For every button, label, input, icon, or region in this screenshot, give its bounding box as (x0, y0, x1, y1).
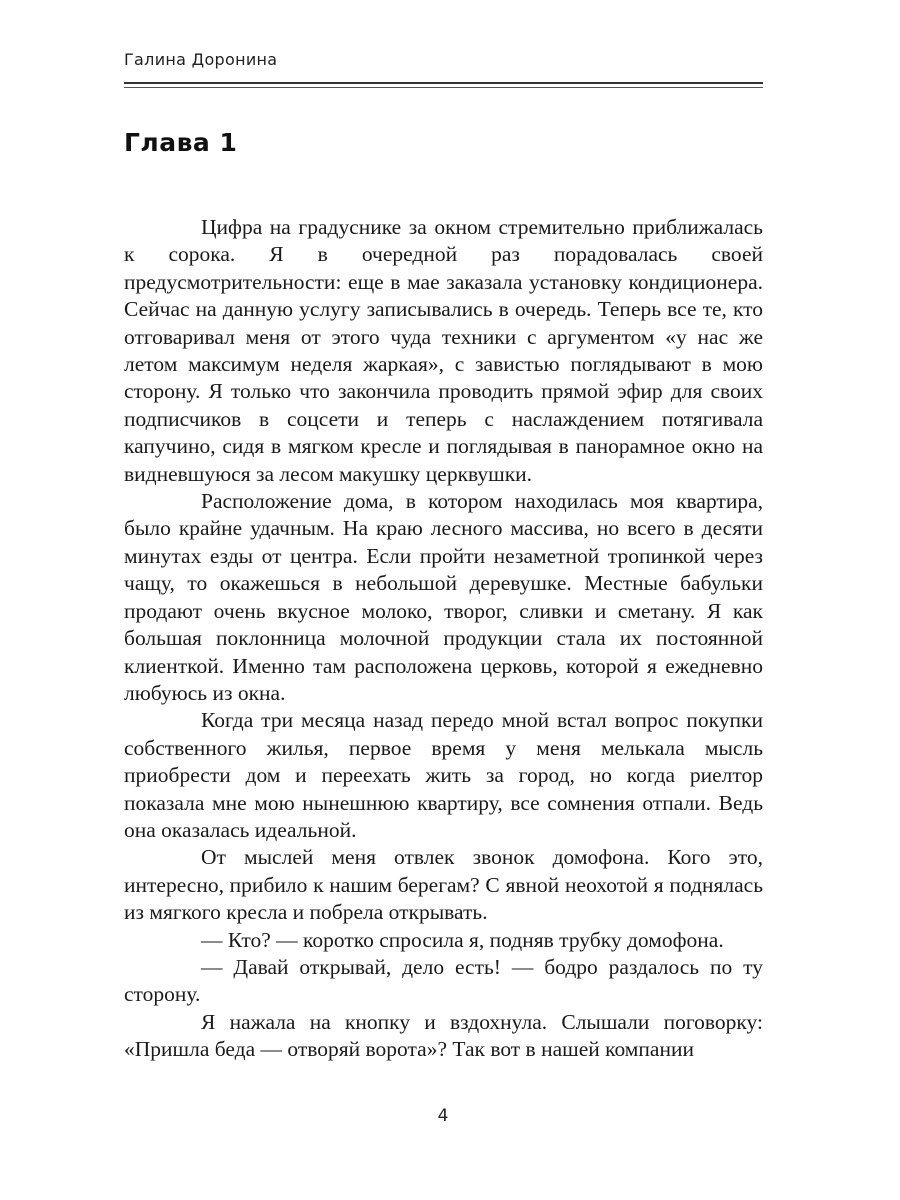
paragraph: Расположение дома, в котором находилась моя квартира, было крайне удачным. На краю лесного массива, но всего в десяти минутах езды от центра. Если пройти незаметной тропинкой через чащу, то окажешься в небольшой деревушке. Местные бабульки продают очень вкусное молоко, творог, сливки и сметану. Я как большая поклонница молочной продукции стала их постоянной клиенткой. Именно там расположена церковь, которой я ежедневно любуюсь из окна. (124, 489, 763, 705)
paragraph: — Кто? — коротко спросила я, подняв трубку домофона. (201, 927, 724, 952)
paragraph: От мыслей меня отвлек звонок домофона. Кого это, интересно, прибило к нашим берегам? С явной неохотой я поднялась из мягкого кресла и побрела открывать. (124, 845, 763, 925)
paragraph: Когда три месяца назад передо мной встал вопрос покупки собственного жилья, первое время у меня мелькала мысль приобрести дом и переехать жить за город, но когда риелтор показала мне мою нынешнюю квартиру, все сомнения отпали. Ведь она оказалась идеальной. (124, 708, 763, 842)
header-rule-thin (124, 87, 763, 88)
paragraph: Я нажала на кнопку и вздохнула. Слышали поговорку: «Пришла беда — отворяй ворота»? Так вот в нашей компании (124, 1009, 763, 1062)
running-head-author: Галина Доронина (124, 50, 278, 69)
body-text (124, 214, 763, 1064)
header-rule-thick (124, 82, 763, 84)
paragraph: Цифра на градуснике за окном стремительно приближалась к сорока. Я в очередной раз порадовалась своей предусмотрительности: еще в мае заказала установку кондиционера. Сейчас на данную услугу записывались в очередь. Теперь все те, кто отговаривал меня от этого чуда техники с аргументом «у нас же летом максимум неделя жаркая», с завистью поглядывают в мою сторону. Я только что закончила проводить прямой эфир для своих подписчиков в соцсети и теперь с наслаждением потягивала капучино, сидя в мягком кресле и поглядывая в панорамное окно на видневшуюся за лесом макушку церквушки. (124, 215, 763, 486)
chapter-title: Глава 1 (124, 128, 238, 157)
page-number: 4 (437, 1106, 449, 1126)
paragraph: — Давай открывай, дело есть! — бодро раздалось по ту сторону. (124, 954, 763, 1007)
